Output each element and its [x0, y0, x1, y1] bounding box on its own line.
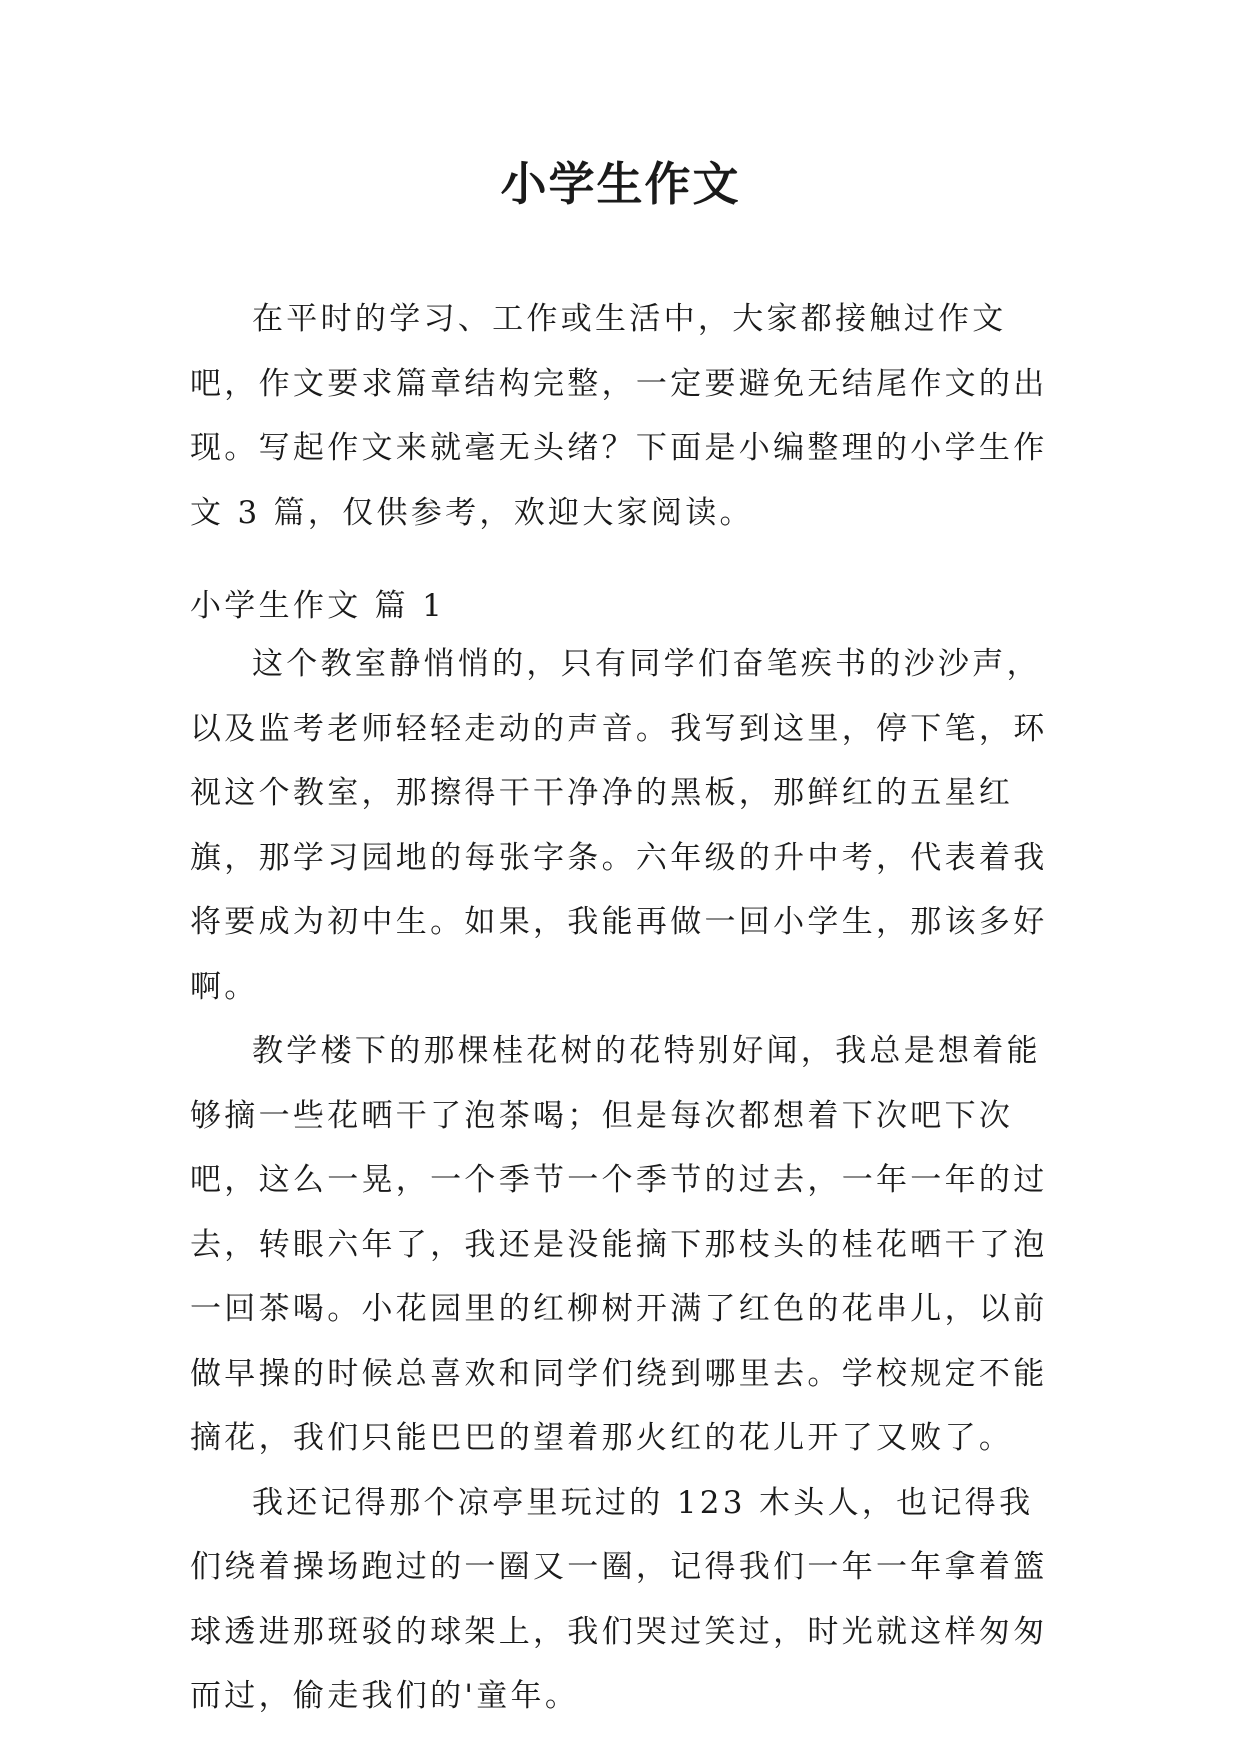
essay-paragraph-1: 这个教室静悄悄的，只有同学们奋笔疾书的沙沙声，以及监考老师轻轻走动的声音。我写到这里，停下笔，环视这个教室，那擦得干干净净的黑板，那鲜红的五星红旗，那学习园地的每张字条。六年级的升中考，代表着我将要成为初中生。如果，我能再做一回小学生，那该多好啊。: [190, 646, 1048, 1005]
document-title: 小学生作文: [500, 157, 741, 211]
intro-paragraph: 在平时的学习、工作或生活中，大家都接触过作文吧，作文要求篇章结构完整，一定要避免无结尾作文的出现。写起作文来就毫无头绪？下面是小编整理的小学生作文 3 篇，仅供参考，欢迎大家阅读。: [190, 301, 1048, 531]
essay-paragraph-3: 我还记得那个凉亭里玩过的 123 木头人，也记得我们绕着操场跑过的一圈又一圈，记得我们一年一年拿着篮球透进那斑驳的球架上，我们哭过笑过，时光就这样匆匆而过，偷走我们的'童年。: [190, 1484, 1048, 1714]
section-heading: 小学生作文 篇 1: [190, 588, 446, 624]
essay-paragraph-2: 教学楼下的那棵桂花树的花特别好闻，我总是想着能够摘一些花晒干了泡茶喝；但是每次都想着下次吧下次吧，这么一晃，一个季节一个季节的过去，一年一年的过去，转眼六年了，我还是没能摘下那枝头的桂花晒干了泡一回茶喝。小花园里的红柳树开满了红色的花串儿，以前做早操的时候总喜欢和同学们绕到哪里去。学校规定不能摘花，我们只能巴巴的望着那火红的花儿开了又败了。: [190, 1033, 1048, 1456]
essay-body: [190, 632, 1052, 1729]
intro-block: [190, 287, 1052, 545]
